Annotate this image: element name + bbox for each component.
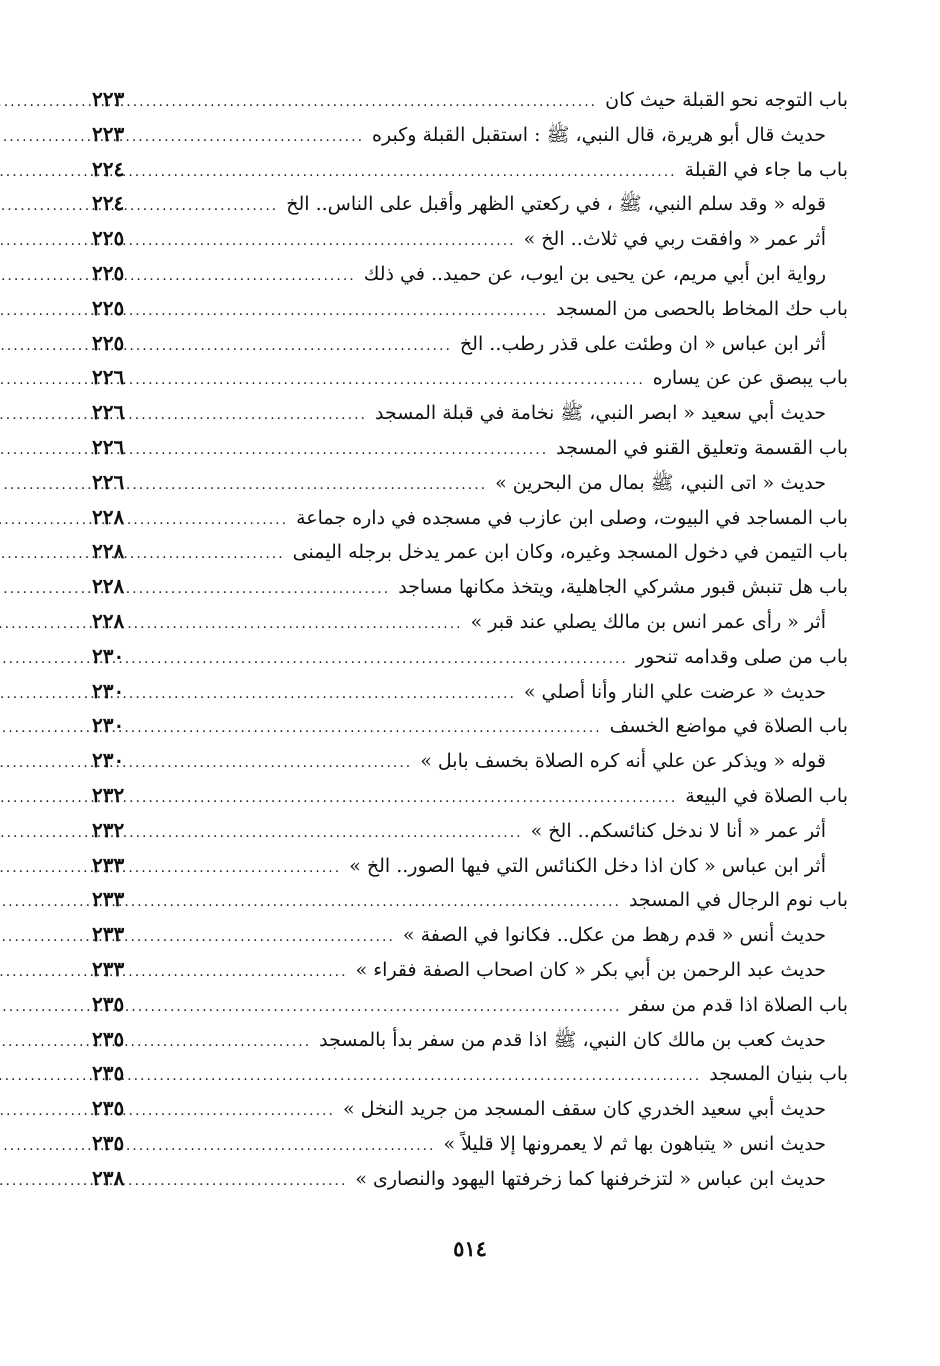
toc-chapter-entry <box>92 82 848 117</box>
dot-leader <box>152 885 621 920</box>
dot-leader <box>152 503 288 538</box>
entry-title: حديث « اتى النبي، ﷺ بمال من البحرين » <box>495 471 826 494</box>
entry-title: أثر « رأى عمر انس بن مالك يصلي عند قبر » <box>470 610 826 633</box>
entry-page-number: ٢٢٥ <box>92 330 125 355</box>
dot-leader <box>152 120 364 155</box>
dot-leader <box>152 468 487 503</box>
toc-subentry <box>92 1161 848 1196</box>
entry-title: حديث ابن عباس « لتزخرفنها كما زخرفتها اليهود والنصارى » <box>355 1167 826 1190</box>
dot-leader <box>152 363 645 398</box>
dot-leader <box>152 155 677 190</box>
toc-chapter-entry <box>92 778 848 813</box>
toc-chapter-entry <box>92 639 848 674</box>
entry-title: حديث أبي سعيد الخدري كان سقف المسجد من جريد النخل » <box>342 1098 826 1121</box>
entry-title: باب القسمة وتعليق القنو في المسجد <box>556 436 848 459</box>
toc-chapter-entry <box>92 360 848 395</box>
toc-subentry <box>92 186 848 221</box>
entry-page-number: ٢٣٥ <box>92 1026 125 1051</box>
toc-subentry <box>92 743 848 778</box>
entry-title: باب هل تنبش قبور مشركي الجاهلية، ويتخذ مكانها مساجد <box>398 576 848 599</box>
dot-leader <box>152 1025 311 1060</box>
entry-page-number: ٢٣٠ <box>92 643 125 668</box>
entry-title: باب التيمن في دخول المسجد وغيره، وكان ابن عمر يدخل برجله اليمنى <box>292 541 848 564</box>
toc-chapter-entry <box>92 1056 848 1091</box>
dot-leader <box>152 955 348 990</box>
entry-page-number: ٢٣٨ <box>92 1165 125 1190</box>
dot-leader <box>152 1129 435 1164</box>
entry-title: أثر ابن عباس « ان وطئت على قذر رطب.. الخ <box>459 332 826 355</box>
dot-leader <box>152 85 597 120</box>
entry-page-number: ٢٢٣ <box>92 121 125 146</box>
dot-leader <box>152 851 341 886</box>
toc-subentry <box>92 117 848 152</box>
entry-page-number: ٢٣٥ <box>92 1130 125 1155</box>
entry-title: حديث أبي سعيد « ابصر النبي، ﷺ نخامة في قبلة المسجد <box>374 402 826 425</box>
toc-chapter-entry <box>92 987 848 1022</box>
toc-subentry <box>92 465 848 500</box>
entry-page-number: ٢٢٤ <box>92 156 125 181</box>
toc-subentry <box>92 917 848 952</box>
page-number: ٥١٤ <box>453 1236 487 1261</box>
entry-page-number: ٢٢٣ <box>92 87 125 111</box>
dot-leader <box>152 781 677 816</box>
toc-subentry <box>92 326 848 361</box>
dot-leader <box>152 642 628 677</box>
entry-page-number: ٢٣٢ <box>92 817 125 842</box>
entry-page-number: ٢٢٥ <box>92 226 125 251</box>
entry-page-number: ٢٢٦ <box>92 434 125 459</box>
dot-leader <box>152 990 622 1025</box>
entry-page-number: ٢٣٥ <box>92 1061 125 1086</box>
toc-subentry <box>92 1126 848 1161</box>
toc-subentry <box>92 395 848 430</box>
dot-leader <box>152 746 412 781</box>
dot-leader <box>152 1094 335 1129</box>
entry-title: باب الصلاة اذا قدم من سفر <box>629 993 848 1016</box>
entry-page-number: ٢٢٦ <box>92 400 125 425</box>
entry-title: حديث كعب بن مالك كان النبي، ﷺ اذا قدم من سفر بدأ بالمسجد <box>319 1028 826 1051</box>
dot-leader <box>152 920 395 955</box>
dot-leader <box>152 189 278 224</box>
entry-page-number: ٢٢٦ <box>92 365 125 390</box>
dot-leader <box>152 677 516 712</box>
toc-chapter-entry <box>92 708 848 743</box>
entry-title: باب بنيان المسجد <box>709 1063 848 1086</box>
toc-subentry <box>92 604 848 639</box>
entry-page-number: ٢٢٨ <box>92 539 125 564</box>
entry-page-number: ٢٢٨ <box>92 504 125 529</box>
toc-chapter-entry <box>92 152 848 187</box>
entry-page-number: ٢٢٥ <box>92 260 125 285</box>
entry-title: رواية ابن أبي مريم، عن يحيى بن ايوب، عن حميد.. في ذلك <box>363 262 826 285</box>
entry-title: قوله « ويذكر عن علي أنه كره الصلاة بخسف بابل » <box>420 750 826 773</box>
toc-subentry <box>92 221 848 256</box>
entry-title: قوله « وقد سلم النبي، ﷺ ، في ركعتي الظهر وأقبل على الناس.. الخ <box>286 193 826 216</box>
entry-title: باب من صلى وقدامه تنحور <box>635 645 848 668</box>
entry-title: باب الصلاة في مواضع الخسف <box>609 715 848 738</box>
toc-chapter-entry <box>92 882 848 917</box>
toc-subentry <box>92 952 848 987</box>
toc-subentry <box>92 1091 848 1126</box>
dot-leader <box>152 572 390 607</box>
dot-leader <box>152 1164 347 1199</box>
entry-title: أثر عمر « أنا لا ندخل كنائسكم.. الخ » <box>530 819 826 842</box>
entry-title: حديث أنس « قدم رهط من عكل.. فكانوا في الصفة » <box>402 924 826 947</box>
toc-chapter-entry <box>92 534 848 569</box>
entry-page-number: ٢٢٨ <box>92 608 125 633</box>
dot-leader <box>152 329 452 364</box>
toc-subentry <box>92 1022 848 1057</box>
entry-page-number: ٢٢٦ <box>92 469 125 494</box>
toc-subentry <box>92 848 848 883</box>
entry-title: حديث « عرضت علي النار وأنا أصلي » <box>523 680 826 703</box>
entry-page-number: ٢٣٠ <box>92 713 125 738</box>
entry-page-number: ٢٣٣ <box>92 852 125 877</box>
entry-page-number: ٢٣٣ <box>92 956 125 981</box>
entry-title: حديث عبد الرحمن بن أبي بكر « كان اصحاب الصفة فقراء » <box>355 958 826 981</box>
toc-subentry <box>92 256 848 291</box>
entry-title: حديث انس « يتباهون بها ثم لا يعمرونها إلا قليلاً » <box>443 1132 826 1155</box>
entry-title: أثر عمر « وافقت ربي في ثلاث.. الخ » <box>523 228 826 251</box>
dot-leader <box>152 1059 701 1094</box>
toc-chapter-entry <box>92 430 848 465</box>
dot-leader <box>152 433 548 468</box>
entry-title: باب الصلاة في البيعة <box>685 784 848 807</box>
dot-leader <box>152 711 602 746</box>
entry-page-number: ٢٣٣ <box>92 922 125 947</box>
entry-title: باب حك المخاط بالحصى من المسجد <box>556 297 848 320</box>
entry-title: باب نوم الرجال في المسجد <box>628 889 848 912</box>
entry-title: باب يبصق عن عن يساره <box>652 367 848 390</box>
entry-title: حديث قال أبو هريرة، قال النبي، ﷺ : استقبل القبلة وكبره <box>372 123 826 146</box>
entry-title: باب التوجه نحو القبلة حيث كان <box>605 89 848 111</box>
entry-page-number: ٢٢٨ <box>92 574 125 599</box>
toc-subentry <box>92 674 848 709</box>
entry-title: باب المساجد في البيوت، وصلى ابن عازب في مسجده في داره جماعة <box>296 506 848 529</box>
entry-title: أثر ابن عباس « كان اذا دخل الكنائس التي فيها الصور.. الخ » <box>349 854 826 877</box>
toc-chapter-entry <box>92 291 848 326</box>
entry-page-number: ٢٣٢ <box>92 782 125 807</box>
entry-page-number: ٢٣٠ <box>92 678 125 703</box>
entry-page-number: ٢٣٣ <box>92 887 125 912</box>
dot-leader <box>152 294 548 329</box>
toc-subentry <box>92 813 848 848</box>
dot-leader <box>152 607 463 642</box>
toc-chapter-entry <box>92 500 848 535</box>
entry-page-number: ٢٣٥ <box>92 1096 125 1121</box>
entry-page-number: ٢٣٠ <box>92 748 125 773</box>
toc-chapter-entry <box>92 569 848 604</box>
entry-page-number: ٢٢٤ <box>92 191 125 216</box>
dot-leader <box>152 398 367 433</box>
entry-page-number: ٢٣٥ <box>92 991 125 1016</box>
dot-leader <box>152 816 523 851</box>
dot-leader <box>152 224 516 259</box>
dot-leader <box>152 537 285 572</box>
table-of-contents <box>92 82 848 1196</box>
entry-title: باب ما جاء في القبلة <box>684 158 848 181</box>
entry-page-number: ٢٢٥ <box>92 295 125 320</box>
dot-leader <box>152 259 356 294</box>
